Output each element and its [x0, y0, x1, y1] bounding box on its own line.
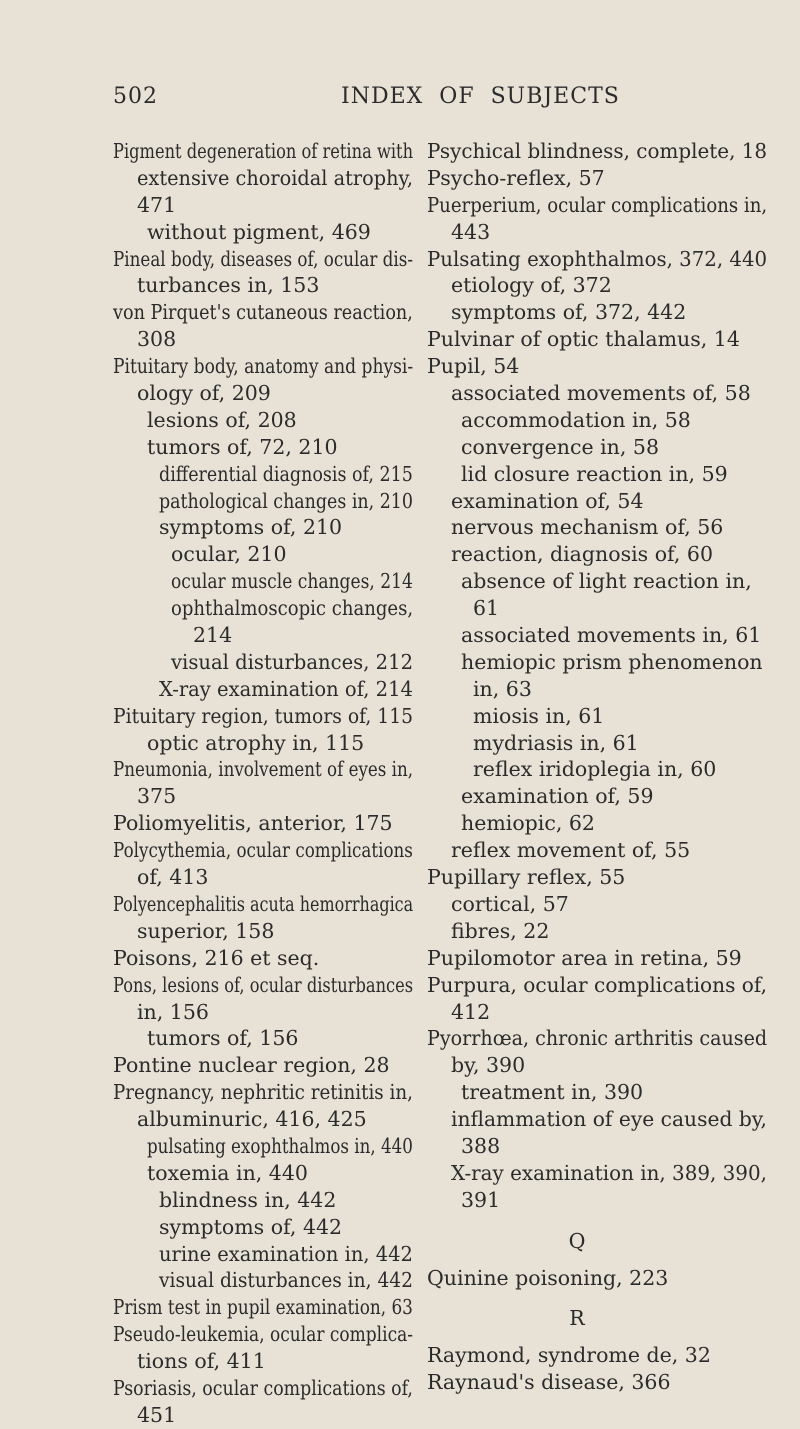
index-entry: Quinine poisoning, 223	[427, 1265, 669, 1290]
index-entry: Puerperium, ocular complications in,	[427, 192, 768, 217]
index-subentry: visual disturbances, 212	[171, 649, 414, 674]
index-subentry: pathological changes in, 210	[159, 488, 413, 513]
index-entry: Pituitary region, tumors of, 115	[113, 703, 414, 728]
index-subentry: 412	[451, 999, 491, 1024]
index-subentry: by, 390	[451, 1053, 526, 1078]
index-entry: Pineal body, diseases of, ocular dis-	[113, 246, 413, 271]
index-entry: Pneumonia, involvement of eyes in,	[113, 757, 414, 782]
index-subentry: treatment in, 390	[461, 1080, 644, 1105]
index-subentry: tumors of, 72, 210	[147, 434, 338, 459]
index-entry: Polyencephalitis acuta hemorrhagica	[113, 891, 414, 916]
index-subentry: symptoms of, 442	[159, 1214, 343, 1239]
index-subentry: ocular muscle changes, 214	[171, 569, 413, 594]
index-subentry: ology of, 209	[137, 381, 271, 406]
index-subentry: cortical, 57	[451, 891, 569, 916]
index-subentry: visual disturbances in, 442	[159, 1268, 413, 1293]
index-column-left	[113, 138, 413, 1429]
section-letter: R	[569, 1306, 585, 1331]
index-entry: Raynaud's disease, 366	[427, 1370, 671, 1395]
index-subentry: X-ray examination in, 389, 390,	[451, 1160, 767, 1185]
index-entry: Pseudo-leukemia, ocular complica-	[113, 1322, 413, 1347]
index-subentry: differential diagnosis of, 215	[159, 461, 413, 486]
index-subentry: blindness in, 442	[159, 1187, 337, 1212]
index-entry: Pupilomotor area in retina, 59	[427, 945, 742, 970]
index-subentry: ophthalmoscopic changes,	[171, 596, 414, 621]
index-subentry: 308	[137, 327, 177, 352]
index-entry: Psychical blindness, complete, 18	[427, 139, 768, 163]
index-subentry: examination of, 54	[451, 488, 644, 513]
index-subentry: nervous mechanism of, 56	[451, 515, 724, 540]
index-subentry: fibres, 22	[451, 918, 550, 943]
index-subentry: 388	[461, 1133, 501, 1158]
index-subentry: 375	[137, 784, 177, 809]
index-entry: Pons, lesions of, ocular disturbances	[113, 972, 414, 997]
index-subentry: symptoms of, 210	[159, 515, 343, 540]
index-subentry: of, 413	[137, 865, 209, 890]
index-entry: Prism test in pupil examination, 63	[113, 1295, 413, 1320]
index-column-right	[427, 138, 767, 1396]
index-subentry: X-ray examination of, 214	[159, 676, 413, 701]
index-subentry: pulsating exophthalmos in, 440	[147, 1133, 413, 1158]
index-entry: Pregnancy, nephritic retinitis in,	[113, 1080, 413, 1105]
page-header	[0, 84, 800, 118]
index-entry: Pulvinar of optic thalamus, 14	[427, 327, 740, 352]
index-subentry: turbances in, 153	[137, 273, 320, 298]
index-subentry: 451	[137, 1402, 177, 1427]
index-subentry: etiology of, 372	[451, 273, 612, 298]
index-subentry: hemiopic prism phenomenon	[461, 649, 763, 674]
index-subentry: 61	[473, 596, 500, 621]
index-subentry: reaction, diagnosis of, 60	[451, 542, 714, 567]
section-letter: Q	[568, 1228, 586, 1253]
index-subentry: miosis in, 61	[473, 703, 605, 728]
index-subentry: 391	[461, 1187, 501, 1212]
index-subentry: reflex movement of, 55	[451, 838, 691, 863]
index-subentry: in, 156	[137, 999, 209, 1024]
page-number: 502	[113, 84, 158, 109]
index-entry: Poisons, 216 et seq.	[113, 945, 320, 970]
index-entry: Raymond, syndrome de, 32	[427, 1343, 711, 1368]
index-subentry: inflammation of eye caused by,	[451, 1107, 767, 1132]
index-entry: Pituitary body, anatomy and physi-	[113, 354, 414, 379]
index-subentry: without pigment, 469	[147, 219, 371, 244]
index-subentry: accommodation in, 58	[461, 407, 691, 432]
index-entry: Pupillary reflex, 55	[427, 865, 626, 890]
index-entry: Purpura, ocular complications of,	[427, 972, 768, 997]
index-subentry: convergence in, 58	[461, 434, 660, 459]
index-subentry: associated movements of, 58	[451, 381, 751, 406]
index-entry: Pulsating exophthalmos, 372, 440	[427, 246, 768, 271]
index-subentry: extensive choroidal atrophy,	[137, 165, 414, 190]
index-subentry: tumors of, 156	[147, 1026, 299, 1051]
index-subentry: examination of, 59	[461, 784, 654, 809]
index-subentry: associated movements in, 61	[461, 623, 762, 648]
index-subentry: 443	[451, 219, 491, 244]
index-entry: Pigment degeneration of retina with	[113, 139, 414, 163]
index-subentry: in, 63	[473, 676, 532, 701]
index-subentry: hemiopic, 62	[461, 811, 595, 836]
index-subentry: urine examination in, 442	[159, 1241, 413, 1266]
index-subentry: lid closure reaction in, 59	[461, 461, 728, 486]
index-entry: von Pirquet's cutaneous reaction,	[113, 300, 413, 325]
index-subentry: mydriasis in, 61	[473, 730, 639, 755]
index-subentry: 214	[193, 623, 233, 648]
index-subentry: optic atrophy in, 115	[147, 730, 365, 755]
running-title: INDEX OF SUBJECTS	[341, 84, 620, 109]
index-entry: Pyorrhœa, chronic arthritis caused	[427, 1026, 768, 1051]
index-entry: Psoriasis, ocular complications of,	[113, 1375, 413, 1400]
index-subentry: symptoms of, 372, 442	[451, 300, 687, 325]
index-subentry: superior, 158	[137, 918, 275, 943]
index-subentry: 471	[137, 192, 177, 217]
index-subentry: ocular, 210	[171, 542, 287, 567]
index-entry: Poliomyelitis, anterior, 175	[113, 811, 393, 836]
index-subentry: toxemia in, 440	[147, 1160, 308, 1185]
index-subentry: lesions of, 208	[147, 407, 297, 432]
index-entry: Pontine nuclear region, 28	[113, 1053, 390, 1078]
index-entry: Psycho-reflex, 57	[427, 165, 605, 190]
index-subentry: tions of, 411	[137, 1349, 266, 1374]
index-subentry: absence of light reaction in,	[461, 569, 752, 594]
index-subentry: reflex iridoplegia in, 60	[473, 757, 717, 782]
index-entry: Pupil, 54	[427, 354, 520, 379]
index-subentry: albuminuric, 416, 425	[137, 1107, 367, 1132]
index-entry: Polycythemia, ocular complications	[113, 838, 413, 863]
